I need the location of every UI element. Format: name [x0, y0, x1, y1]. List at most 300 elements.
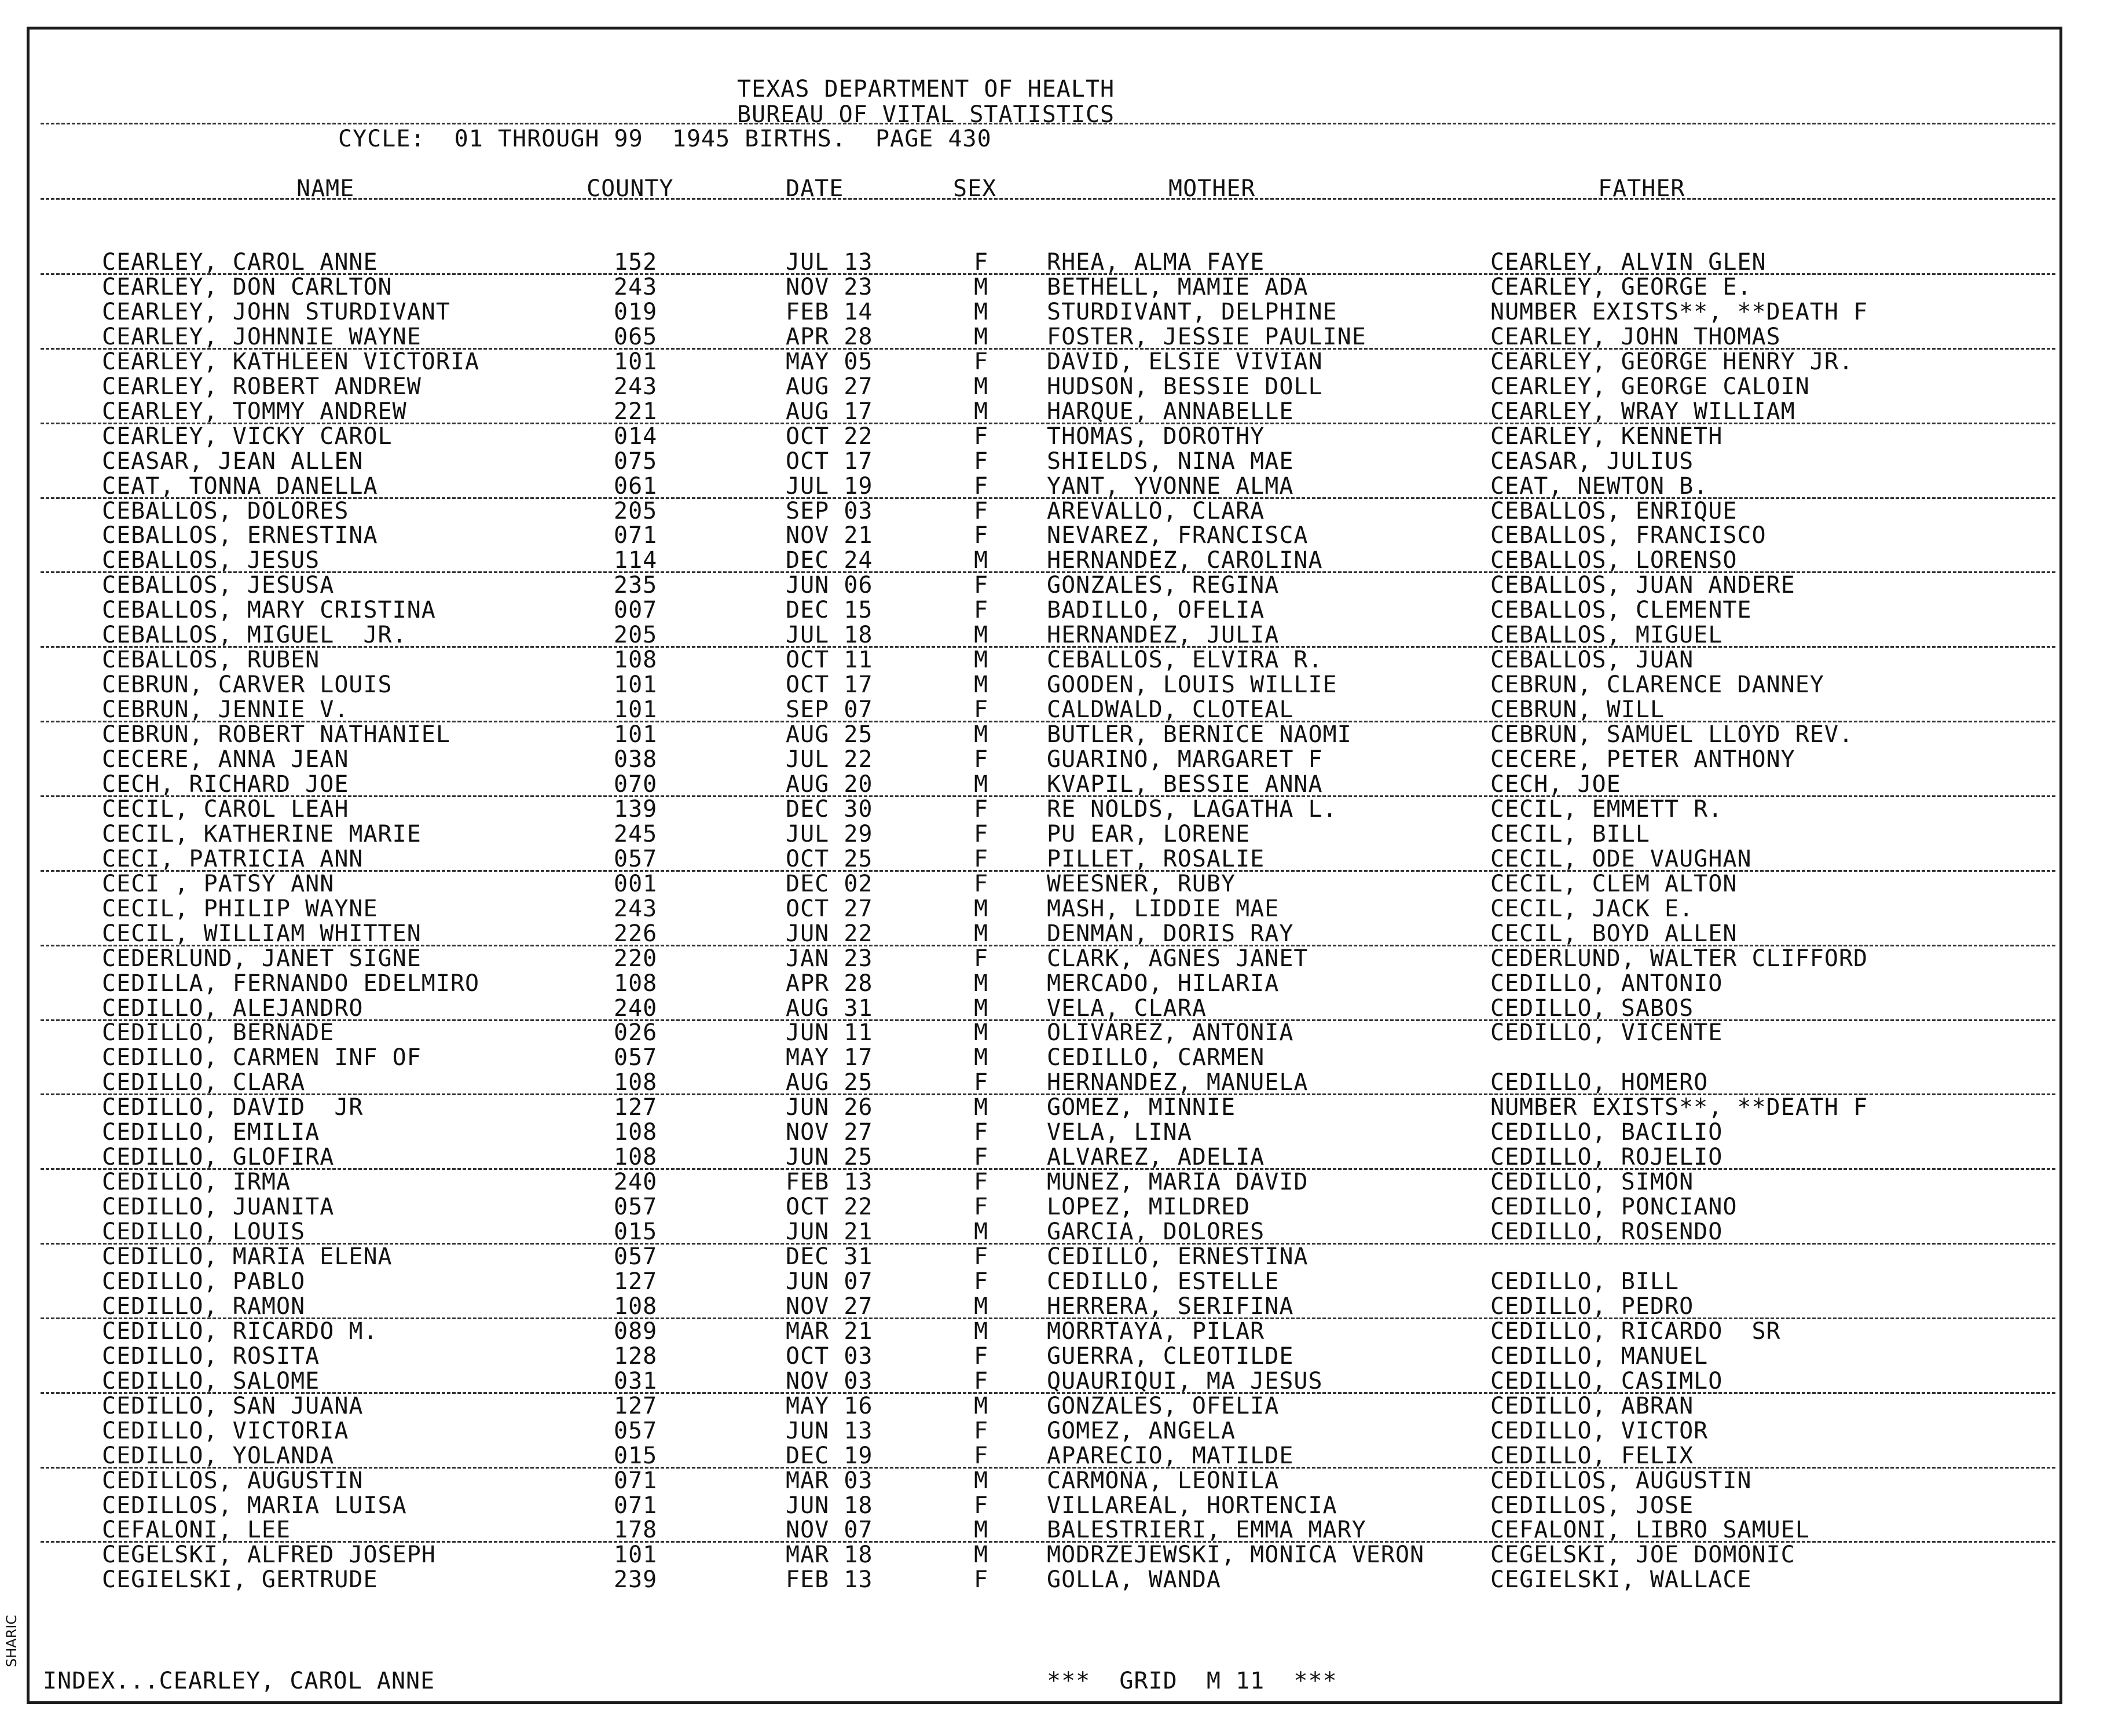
cell-name: CECIL, WILLIAM WHITTEN — [102, 920, 422, 947]
table-row — [0, 474, 2111, 499]
cell-mother: CEDILLO, ERNESTINA — [1047, 1243, 1309, 1270]
cell-county: 089 — [614, 1317, 658, 1345]
cell-mother: FOSTER, JESSIE PAULINE — [1047, 323, 1366, 350]
cell-father: CEBALLOS, ENRIQUE — [1490, 497, 1738, 524]
cell-father: CEBALLOS, FRANCISCO — [1490, 522, 1767, 549]
table-row — [0, 1419, 2111, 1444]
cell-name: CEBALLOS, MARY CRISTINA — [102, 597, 436, 624]
table-row — [0, 1195, 2111, 1220]
cell-mother: PILLET, ROSALIE — [1047, 845, 1265, 872]
cell-name: CEDILLO, YOLANDA — [102, 1442, 335, 1469]
cell-mother: VILLAREAL, HORTENCIA — [1047, 1492, 1337, 1519]
cell-date: NOV 03 — [786, 1367, 873, 1394]
cell-father: CEFALONI, LIBRO SAMUEL — [1490, 1517, 1810, 1544]
cell-mother: STURDIVANT, DELPHINE — [1047, 298, 1337, 325]
table-row — [0, 1269, 2111, 1294]
cell-date: MAR 18 — [786, 1542, 873, 1569]
cell-county: 205 — [614, 622, 658, 649]
cell-date: JUN 21 — [786, 1218, 873, 1246]
cell-date: NOV 23 — [786, 273, 873, 300]
cell-mother: CEDILLO, CARMEN — [1047, 1044, 1265, 1071]
table-row — [0, 1070, 2111, 1095]
cell-county: 001 — [614, 870, 658, 897]
cell-mother: GOODEN, LOUIS WILLIE — [1047, 671, 1337, 699]
cell-county: 239 — [614, 1566, 658, 1594]
cell-county: 015 — [614, 1218, 658, 1246]
cell-father: CEDERLUND, WALTER CLIFFORD — [1490, 945, 1868, 972]
cell-name: CEDILLO, PABLO — [102, 1268, 306, 1295]
column-header-father: FATHER — [1598, 175, 1685, 202]
cell-name: CEDERLUND, JANET SIGNE — [102, 945, 422, 972]
cell-sex: F — [974, 820, 989, 847]
table-row — [0, 1469, 2111, 1493]
cell-name: CEDILLO, RAMON — [102, 1293, 306, 1320]
cycle-line: CYCLE: 01 THROUGH 99 1945 BIRTHS. PAGE 430 — [338, 126, 992, 152]
cell-name: CECI, PATRICIA ANN — [102, 845, 364, 872]
cell-father: CEGELSKI, JOE DOMONIC — [1490, 1542, 1795, 1569]
cell-mother: CARMONA, LEONILA — [1047, 1467, 1280, 1494]
table-row — [0, 1543, 2111, 1568]
table-row — [0, 499, 2111, 524]
table-row — [0, 872, 2111, 897]
cell-name: CEBALLOS, MIGUEL JR. — [102, 622, 407, 649]
table-row — [0, 897, 2111, 922]
cell-county: 057 — [614, 1417, 658, 1444]
cell-name: CEDILLO, CLARA — [102, 1069, 306, 1096]
cell-name: CEBALLOS, DOLORES — [102, 497, 349, 524]
cell-date: FEB 14 — [786, 298, 873, 325]
table-row — [0, 722, 2111, 747]
cell-name: CECIL, KATHERINE MARIE — [102, 820, 422, 847]
cell-county: 240 — [614, 994, 658, 1022]
cell-county: 243 — [614, 273, 658, 300]
cell-sex: F — [974, 1442, 989, 1469]
cell-county: 101 — [614, 1542, 658, 1569]
cell-name: CEBRUN, ROBERT NATHANIEL — [102, 721, 450, 748]
cell-name: CEDILLO, RICARDO M. — [102, 1317, 378, 1345]
cell-father: NUMBER EXISTS**, **DEATH F — [1490, 298, 1868, 325]
cell-father: CEDILLO, RICARDO SR — [1490, 1317, 1781, 1345]
cell-sex: M — [974, 1317, 989, 1345]
table-row — [0, 946, 2111, 971]
cell-county: 178 — [614, 1517, 658, 1544]
cell-sex: M — [974, 1467, 989, 1494]
table-row — [0, 1493, 2111, 1518]
cell-father: CEARLEY, GEORGE E. — [1490, 273, 1752, 300]
table-row — [0, 648, 2111, 673]
cell-mother: NEVAREZ, FRANCISCA — [1047, 522, 1309, 549]
cell-date: MAY 17 — [786, 1044, 873, 1071]
cell-sex: F — [974, 1194, 989, 1221]
cell-father: CEARLEY, WRAY WILLIAM — [1490, 398, 1795, 425]
cell-mother: OLIVAREZ, ANTONIA — [1047, 1019, 1294, 1047]
cell-sex: M — [974, 895, 989, 922]
cell-mother: MODRZEJEWSKI, MONICA VERON — [1047, 1542, 1425, 1569]
cell-sex: M — [974, 721, 989, 748]
cell-father: CEBALLOS, JUAN ANDERE — [1490, 572, 1795, 599]
cell-county: 075 — [614, 447, 658, 475]
cell-county: 108 — [614, 647, 658, 674]
cell-county: 057 — [614, 1044, 658, 1071]
cell-date: OCT 03 — [786, 1342, 873, 1370]
cell-sex: F — [974, 348, 989, 375]
cell-county: 243 — [614, 895, 658, 922]
cell-mother: HERNANDEZ, MANUELA — [1047, 1069, 1309, 1096]
table-row — [0, 1344, 2111, 1369]
table-row — [0, 922, 2111, 946]
cell-sex: F — [974, 1367, 989, 1394]
cell-name: CEBALLOS, ERNESTINA — [102, 522, 378, 549]
cell-date: MAR 03 — [786, 1467, 873, 1494]
cell-name: CEDILLO, EMILIA — [102, 1119, 320, 1146]
cell-name: CECIL, PHILIP WAYNE — [102, 895, 378, 922]
cell-name: CEARLEY, VICKY CAROL — [102, 423, 393, 450]
cell-mother: QUAURIQUI, MA JESUS — [1047, 1367, 1323, 1394]
cell-father: CECIL, JACK E. — [1490, 895, 1694, 922]
cell-county: 114 — [614, 547, 658, 574]
cell-mother: ALVAREZ, ADELIA — [1047, 1144, 1265, 1171]
table-row — [0, 1095, 2111, 1120]
cell-sex: M — [974, 298, 989, 325]
cell-date: JUL 22 — [786, 746, 873, 773]
table-row — [0, 598, 2111, 623]
cell-father: CEDILLO, PEDRO — [1490, 1293, 1694, 1320]
cell-mother: HERRERA, SERIFINA — [1047, 1293, 1294, 1320]
cell-sex: F — [974, 795, 989, 823]
cell-father: CEARLEY, JOHN THOMAS — [1490, 323, 1781, 350]
cell-date: DEC 19 — [786, 1442, 873, 1469]
cell-mother: THOMAS, DOROTHY — [1047, 423, 1265, 450]
table-row — [0, 424, 2111, 449]
cell-date: FEB 13 — [786, 1169, 873, 1196]
cell-mother: YANT, YVONNE ALMA — [1047, 472, 1294, 500]
column-header-rule — [41, 198, 2055, 200]
bureau-title: BUREAU OF VITAL STATISTICS — [737, 101, 1115, 128]
table-row — [0, 797, 2111, 822]
cell-sex: M — [974, 273, 989, 300]
cell-county: 127 — [614, 1268, 658, 1295]
cell-father: CEBALLOS, JUAN — [1490, 647, 1694, 674]
cell-date: FEB 13 — [786, 1566, 873, 1594]
cell-sex: F — [974, 1144, 989, 1171]
cell-name: CEDILLOS, MARIA LUISA — [102, 1492, 407, 1519]
cell-sex: F — [974, 597, 989, 624]
cell-name: CECI , PATSY ANN — [102, 870, 335, 897]
cell-sex: F — [974, 696, 989, 724]
cell-mother: MERCADO, HILARIA — [1047, 970, 1280, 997]
cell-sex: F — [974, 1566, 989, 1594]
cell-date: OCT 22 — [786, 423, 873, 450]
cell-name: CEDILLO, SAN JUANA — [102, 1392, 364, 1419]
cell-father: CEDILLO, BILL — [1490, 1268, 1680, 1295]
cell-father: CEARLEY, KENNETH — [1490, 423, 1723, 450]
cell-mother: HUDSON, BESSIE DOLL — [1047, 373, 1323, 400]
cell-sex: F — [974, 472, 989, 500]
cell-name: CEDILLA, FERNANDO EDELMIRO — [102, 970, 480, 997]
cell-mother: RE NOLDS, LAGATHA L. — [1047, 795, 1337, 823]
cell-county: 071 — [614, 522, 658, 549]
table-row — [0, 325, 2111, 350]
cell-name: CEAT, TONNA DANELLA — [102, 472, 378, 500]
cell-father: CEDILLO, VICENTE — [1490, 1019, 1723, 1047]
cell-mother: GARCIA, DOLORES — [1047, 1218, 1265, 1246]
table-row — [0, 822, 2111, 847]
cell-county: 108 — [614, 1069, 658, 1096]
cell-father: CEDILLO, SABOS — [1490, 994, 1694, 1022]
cell-county: 240 — [614, 1169, 658, 1196]
cell-father: CEDILLO, ABRAN — [1490, 1392, 1694, 1419]
cell-name: CEBALLOS, RUBEN — [102, 647, 320, 674]
cell-county: 235 — [614, 572, 658, 599]
cell-county: 127 — [614, 1392, 658, 1419]
table-row — [0, 449, 2111, 474]
cell-sex: M — [974, 1044, 989, 1071]
cell-sex: M — [974, 920, 989, 947]
cell-mother: BETHELL, MAMIE ADA — [1047, 273, 1309, 300]
cell-county: 014 — [614, 423, 658, 450]
cell-county: 026 — [614, 1019, 658, 1047]
cell-county: 101 — [614, 721, 658, 748]
table-row — [0, 250, 2111, 275]
cell-sex: M — [974, 1293, 989, 1320]
cell-date: JUN 11 — [786, 1019, 873, 1047]
footer-index: INDEX...CEARLEY, CAROL ANNE — [43, 1668, 435, 1694]
cell-father: CEBRUN, SAMUEL LLOYD REV. — [1490, 721, 1854, 748]
cell-sex: F — [974, 447, 989, 475]
cell-mother: RHEA, ALMA FAYE — [1047, 249, 1265, 276]
cell-date: AUG 31 — [786, 994, 873, 1022]
cell-date: NOV 21 — [786, 522, 873, 549]
cell-name: CEDILLO, ALEJANDRO — [102, 994, 364, 1022]
cell-date: MAY 05 — [786, 348, 873, 375]
cell-mother: MUNEZ, MARIA DAVID — [1047, 1169, 1309, 1196]
cell-county: 108 — [614, 970, 658, 997]
cell-date: AUG 27 — [786, 373, 873, 400]
cell-date: DEC 31 — [786, 1243, 873, 1270]
cell-father: CECIL, EMMETT R. — [1490, 795, 1723, 823]
cell-date: JUN 26 — [786, 1094, 873, 1121]
cell-county: 245 — [614, 820, 658, 847]
cell-mother: CEBALLOS, ELVIRA R. — [1047, 647, 1323, 674]
cell-date: OCT 17 — [786, 447, 873, 475]
cell-date: DEC 24 — [786, 547, 873, 574]
cell-date: JUN 22 — [786, 920, 873, 947]
cell-mother: VELA, LINA — [1047, 1119, 1192, 1146]
cell-father: CEDILLO, ROSENDO — [1490, 1218, 1723, 1246]
cell-name: CEDILLOS, AUGUSTIN — [102, 1467, 364, 1494]
cell-date: OCT 17 — [786, 671, 873, 699]
cell-name: CEDILLO, JUANITA — [102, 1194, 335, 1221]
cell-date: DEC 15 — [786, 597, 873, 624]
cell-county: 243 — [614, 373, 658, 400]
table-row — [0, 573, 2111, 598]
cell-county: 061 — [614, 472, 658, 500]
side-stamp: SHARIC — [3, 1614, 20, 1667]
cell-father: NUMBER EXISTS**, **DEATH F — [1490, 1094, 1868, 1121]
cell-sex: M — [974, 1094, 989, 1121]
cell-sex: M — [974, 647, 989, 674]
cell-father: CEARLEY, ALVIN GLEN — [1490, 249, 1767, 276]
cell-father: CEDILLO, SIMON — [1490, 1169, 1694, 1196]
cell-father: CEDILLO, CASIMLO — [1490, 1367, 1723, 1394]
cell-date: AUG 17 — [786, 398, 873, 425]
cell-date: SEP 07 — [786, 696, 873, 724]
cell-sex: F — [974, 1243, 989, 1270]
cell-name: CEBALLOS, JESUS — [102, 547, 320, 574]
cell-name: CEGELSKI, ALFRED JOSEPH — [102, 1542, 436, 1569]
cell-county: 007 — [614, 597, 658, 624]
cell-county: 031 — [614, 1367, 658, 1394]
cell-mother: APARECIO, MATILDE — [1047, 1442, 1294, 1469]
cell-date: AUG 20 — [786, 770, 873, 798]
cell-sex: M — [974, 323, 989, 350]
column-header-date: DATE — [786, 175, 844, 202]
cell-county: 019 — [614, 298, 658, 325]
table-row — [0, 523, 2111, 548]
cell-name: CEGIELSKI, GERTRUDE — [102, 1566, 378, 1594]
cell-sex: M — [974, 373, 989, 400]
cell-name: CEDILLO, MARIA ELENA — [102, 1243, 393, 1270]
column-header-sex: SEX — [953, 175, 997, 202]
cell-sex: F — [974, 1417, 989, 1444]
table-row — [0, 971, 2111, 996]
cell-mother: HERNANDEZ, JULIA — [1047, 622, 1280, 649]
cell-county: 057 — [614, 1194, 658, 1221]
cell-father: CEARLEY, GEORGE HENRY JR. — [1490, 348, 1854, 375]
cell-date: JUN 25 — [786, 1144, 873, 1171]
cell-sex: M — [974, 1392, 989, 1419]
cell-date: OCT 11 — [786, 647, 873, 674]
cell-date: JUL 19 — [786, 472, 873, 500]
cell-mother: VELA, CLARA — [1047, 994, 1207, 1022]
cell-sex: F — [974, 845, 989, 872]
cell-name: CEARLEY, DON CARLTON — [102, 273, 393, 300]
cell-date: OCT 25 — [786, 845, 873, 872]
cell-mother: BADILLO, OFELIA — [1047, 597, 1265, 624]
table-row — [0, 1369, 2111, 1394]
cell-sex: M — [974, 1542, 989, 1569]
cell-father: CEDILLO, ANTONIO — [1490, 970, 1723, 997]
cell-father: CEDILLO, FELIX — [1490, 1442, 1694, 1469]
cell-mother: CLARK, AGNES JANET — [1047, 945, 1309, 972]
cell-name: CEARLEY, CAROL ANNE — [102, 249, 378, 276]
cell-name: CEDILLO, DAVID JR — [102, 1094, 364, 1121]
cell-sex: M — [974, 622, 989, 649]
cell-sex: M — [974, 1517, 989, 1544]
cell-county: 108 — [614, 1119, 658, 1146]
cell-sex: F — [974, 746, 989, 773]
cell-father: CEDILLOS, JOSE — [1490, 1492, 1694, 1519]
table-row — [0, 747, 2111, 772]
cell-name: CECERE, ANNA JEAN — [102, 746, 349, 773]
cell-date: APR 28 — [786, 323, 873, 350]
cell-father: CECH, JOE — [1490, 770, 1621, 798]
cell-date: OCT 22 — [786, 1194, 873, 1221]
cell-name: CEARLEY, JOHN STURDIVANT — [102, 298, 450, 325]
cell-county: 127 — [614, 1094, 658, 1121]
cell-name: CEARLEY, JOHNNIE WAYNE — [102, 323, 422, 350]
cell-mother: GUARINO, MARGARET F — [1047, 746, 1323, 773]
cell-mother: CEDILLO, ESTELLE — [1047, 1268, 1280, 1295]
cell-county: 139 — [614, 795, 658, 823]
cell-sex: M — [974, 671, 989, 699]
table-row — [0, 548, 2111, 573]
department-title: TEXAS DEPARTMENT OF HEALTH — [737, 76, 1115, 102]
cell-county: 152 — [614, 249, 658, 276]
table-row — [0, 1170, 2111, 1195]
cell-name: CEDILLO, SALOME — [102, 1367, 320, 1394]
cell-sex: M — [974, 770, 989, 798]
cell-father: CEDILLO, MANUEL — [1490, 1342, 1709, 1370]
cell-date: JAN 23 — [786, 945, 873, 972]
cell-name: CEARLEY, TOMMY ANDREW — [102, 398, 407, 425]
table-row — [0, 1568, 2111, 1592]
table-row — [0, 350, 2111, 375]
cell-county: 101 — [614, 348, 658, 375]
table-row — [0, 1245, 2111, 1269]
cell-county: 128 — [614, 1342, 658, 1370]
footer-grid: *** GRID M 11 *** — [1047, 1668, 1337, 1694]
cell-father: CEBALLOS, CLEMENTE — [1490, 597, 1752, 624]
cell-father: CECIL, BOYD ALLEN — [1490, 920, 1738, 947]
cell-county: 071 — [614, 1467, 658, 1494]
cell-date: MAY 16 — [786, 1392, 873, 1419]
cell-name: CEARLEY, ROBERT ANDREW — [102, 373, 422, 400]
cell-father: CECERE, PETER ANTHONY — [1490, 746, 1795, 773]
cell-father: CEBRUN, WILL — [1490, 696, 1665, 724]
table-row — [0, 300, 2111, 325]
cell-mother: HERNANDEZ, CAROLINA — [1047, 547, 1323, 574]
table-row — [0, 275, 2111, 300]
cell-mother: GONZALES, OFELIA — [1047, 1392, 1280, 1419]
table-row — [0, 1518, 2111, 1543]
cell-father: CEBALLOS, MIGUEL — [1490, 622, 1723, 649]
cell-father: CEDILLO, VICTOR — [1490, 1417, 1709, 1444]
cell-name: CEARLEY, KATHLEEN VICTORIA — [102, 348, 480, 375]
cell-county: 065 — [614, 323, 658, 350]
cell-date: JUN 07 — [786, 1268, 873, 1295]
cell-name: CEDILLO, GLOFIRA — [102, 1144, 335, 1171]
cell-sex: F — [974, 1069, 989, 1096]
cell-county: 205 — [614, 497, 658, 524]
cell-mother: HARQUE, ANNABELLE — [1047, 398, 1294, 425]
cell-name: CEBRUN, CARVER LOUIS — [102, 671, 393, 699]
cell-date: AUG 25 — [786, 1069, 873, 1096]
cell-sex: F — [974, 1169, 989, 1196]
cell-sex: M — [974, 970, 989, 997]
cell-name: CEFALONI, LEE — [102, 1517, 291, 1544]
cell-sex: F — [974, 1342, 989, 1370]
cell-mother: WEESNER, RUBY — [1047, 870, 1236, 897]
cell-father: CECIL, BILL — [1490, 820, 1650, 847]
cell-mother: GONZALES, REGINA — [1047, 572, 1280, 599]
cell-sex: F — [974, 870, 989, 897]
cell-name: CEDILLO, CARMEN INF OF — [102, 1044, 422, 1071]
cell-mother: CALDWALD, CLOTEAL — [1047, 696, 1294, 724]
cell-date: NOV 27 — [786, 1119, 873, 1146]
cell-mother: SHIELDS, NINA MAE — [1047, 447, 1294, 475]
table-row — [0, 375, 2111, 399]
cell-sex: F — [974, 1119, 989, 1146]
cell-mother: DENMAN, DORIS RAY — [1047, 920, 1294, 947]
cell-father: CEARLEY, GEORGE CALOIN — [1490, 373, 1810, 400]
cell-county: 070 — [614, 770, 658, 798]
cell-mother: GOMEZ, ANGELA — [1047, 1417, 1236, 1444]
cell-sex: M — [974, 1218, 989, 1246]
cell-father: CEGIELSKI, WALLACE — [1490, 1566, 1752, 1594]
table-row — [0, 847, 2111, 872]
cell-name: CEASAR, JEAN ALLEN — [102, 447, 364, 475]
